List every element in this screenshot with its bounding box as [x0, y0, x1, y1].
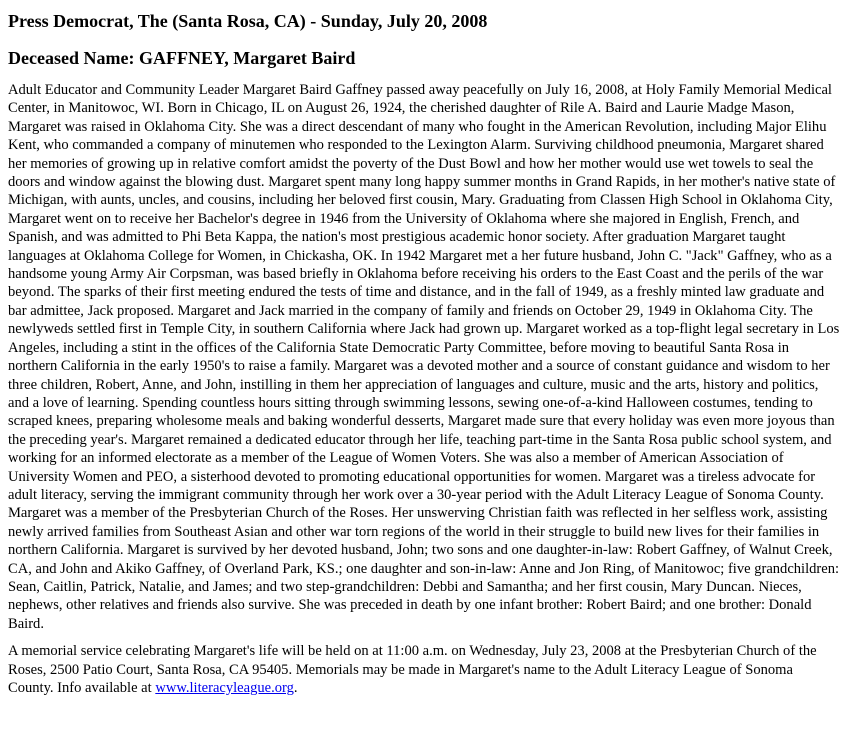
deceased-name-heading: Deceased Name: GAFFNEY, Margaret Baird [8, 48, 356, 68]
memorial-paragraph [8, 642, 840, 697]
memorial-text: A memorial service celebrating Margaret's life will be held on at 11:00 a.m. on Wednesday, July 23, 2008 at the Presbyterian Church of the Roses, 2500 Patio Court, Santa Rosa, CA 95405. Memorials may be made in Margaret's name to the Adult Literacy League of Sonoma County. Info available at [8, 643, 817, 696]
obituary-body: Adult Educator and Community Leader Margaret Baird Gaffney passed away peacefully on July 16, 2008, at Holy Family Memorial Medical Center, in Manitowoc, WI. Born in Chicago, IL on August 26, 1924, the cherished daughter of Rile A. Baird and Laurie Madge Mason, Margaret was raised in Oklahoma City. She was a direct descendant of many who fought in the American Revolution, including Major Elihu Kent, who commanded a company of minutemen who responded to the Lexington Alarm. Surviving childhood pneumonia, Margaret shared her memories of growing up in relative comfort amidst the poverty of the Dust Bowl and how her mother would use wet towels to seal the doors and window against the blowing dust. Margaret spent many long happy summer months in Grand Rapids, in her mother's native state of Michigan, with aunts, uncles, and cousins, including her beloved first cousin, Mary. Graduating from Classen High School in Oklahoma City, Margaret went on to receive her Bachelor's degree in 1946 from the University of Oklahoma where she majored in English, French, and Spanish, and was admitted to Phi Beta Kappa, the nation's most prestigious academic honor society. After graduation Margaret taught languages at Oklahoma College for Women, in Chickasha, OK. In 1942 Margaret met a her future husband, John C. "Jack" Gaffney, who as a handsome young Army Air Corpsman, was based briefly in Oklahoma before receiving his orders to the East Coast and the perils of the war beyond. The sparks of their first meeting endured the tests of time and distance, and in the fall of 1949, as a freshly minted law graduate and bar admittee, Jack proposed. Margaret and Jack married in the company of family and friends on October 29, 1949 in Oklahoma City. The newlyweds settled first in Temple City, in southern California where Jack had grown up. Margaret worked as a top-flight legal secretary in Los Angeles, including a stint in the offices of the California State Democratic Party Committee, before moving to beautiful Santa Rosa in northern California in the early 1950's to raise a family. Margaret was a devoted mother and a source of constant guidance and wisdom to her three children, Robert, Anne, and John, instilling in them her appreciation of languages and culture, music and the arts, history and politics, and a love of learning. Spending countless hours sitting through swimming lessons, sewing one-of-a-kind Halloween costumes, tending to scraped knees, preparing wholesome meals and baking wonderful desserts, Margaret made sure that every holiday was even more joyous than the preceding year's. Margaret remained a dedicated educator through her life, teaching part-time in the Santa Rosa public school system, and working for an informed electorate as a member of the League of Women Voters. She was also a member of American Association of University Women and PEO, a sisterhood devoted to promoting educational opportunities for women. Margaret was a tireless advocate for adult literacy, serving the immigrant community through her work over a 30-year period with the Adult Literacy League of Sonoma County. Margaret was a member of the Presbyterian Church of the Roses. Her unswerving Christian faith was reflected in her selfless work, assisting newly arrived families from Southeast Asian and other war torn regions of the world in their struggle to build new lives for their families in northern California. Margaret is survived by her devoted husband, John; two sons and one daughter-in-law: Robert Gaffney, of Walnut Creek, CA, and John and Akiko Gaffney, of Overland Park, KS.; one daughter and son-in-law: Anne and Jon Ring, of Manitowoc; five grandchildren: Sean, Caitlin, Patrick, Natalie, and James; and two step-grandchildren: Debbi and Samantha; and her first cousin, Mary Duncan. Nieces, nephews, other relatives and friends also survive. She was preceded in death by one infant brother: Robert Baird; and one brother: Donald Baird. [8, 82, 840, 632]
publication-header: Press Democrat, The (Santa Rosa, CA) - Sunday, July 20, 2008 [8, 11, 488, 31]
memorial-text-end: . [293, 680, 298, 696]
literacy-league-link[interactable]: www.literacyleague.org [155, 680, 294, 696]
